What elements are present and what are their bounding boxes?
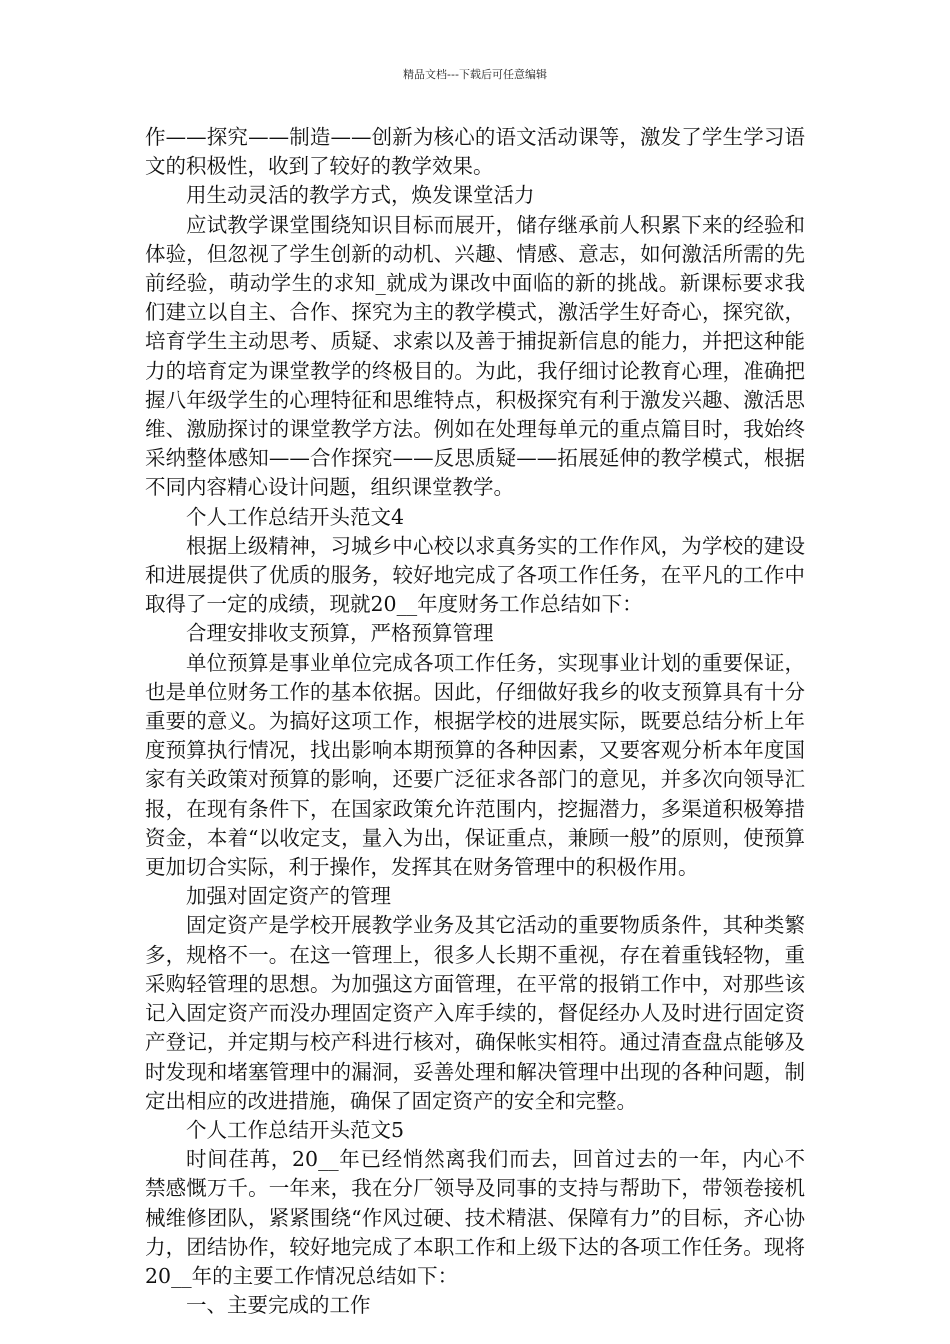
paragraph: 时间荏苒，20__年已经悄然离我们而去，回首过去的一年，内心不禁感慨万千。一年来，我在分厂领导及同事的支持与帮助下，带领卷接机械维修团队，紧紧围绕“作风过硬、技术精湛、保障有力”的目标，齐心协力，团结协作，较好地完成了本职工作和上级下达的各项工作任务。现将20__年的主要工作情况总结如下： (145, 1147, 805, 1288)
section-heading: 加强对固定资产的管理 (186, 884, 391, 909)
document-body (145, 123, 805, 1320)
section-heading: 一、主要完成的工作 (186, 1293, 371, 1318)
paragraph: 应试教学课堂围绕知识目标而展开，储存继承前人积累下来的经验和体验，但忽视了学生创新的动机、兴趣、情感、意志，如何激活所需的先前经验，萌动学生的求知_就成为课改中面临的新的挑战。新课标要求我们建立以自主、合作、探究为主的教学模式，激活学生好奇心，探究欲，培育学生主动思考、质疑、求索以及善于捕捉新信息的能力，并把这种能力的培育定为课堂教学的终极目的。为此，我仔细讨论教育心理，准确把握八年级学生的心理特征和思维特点，积极探究有利于激发兴趣、激活思维、激励探讨的课堂教学方法。例如在处理每单元的重点篇目时，我始终采纳整体感知——合作探究——反思质疑——拓展延伸的教学模式，根据不同内容精心设计问题，组织课堂教学。 (145, 212, 805, 500)
section-heading: 合理安排收支预算，严格预算管理 (186, 621, 494, 646)
paragraph: 固定资产是学校开展教学业务及其它活动的重要物质条件，其种类繁多，规格不一。在这一管理上，很多人长期不重视，存在着重钱轻物，重采购轻管理的思想。为加强这方面管理，在平常的报销工作中，对那些该记入固定资产而没办理固定资产入库手续的，督促经办人及时进行固定资产登记，并定期与校产科进行核对，确保帐实相符。通过清查盘点能够及时发现和堵塞管理中的漏洞，妥善处理和解决管理中出现的各种问题，制定出相应的改进措施，确保了固定资产的安全和完整。 (145, 913, 805, 1113)
section-heading: 用生动灵活的教学方式，焕发课堂活力 (186, 183, 535, 208)
paragraph-continuation: 作——探究——制造——创新为核心的语文活动课等，激发了学生学习语文的积极性，收到了较好的教学效果。 (145, 125, 805, 179)
section-title: 个人工作总结开头范文5 (186, 1117, 405, 1142)
section-title: 个人工作总结开头范文4 (186, 504, 405, 529)
paragraph: 单位预算是事业单位完成各项工作任务，实现事业计划的重要保证，也是单位财务工作的基本依据。因此，仔细做好我乡的收支预算具有十分重要的意义。为搞好这项工作，根据学校的进展实际，既要总结分析上年度预算执行情况，找出影响本期预算的各种因素，又要客观分析本年度国家有关政策对预算的影响，还要广泛征求各部门的意见，并多次向领导汇报，在现有条件下，在国家政策允许范围内，挖掘潜力，多渠道积极筹措资金，本着“以收定支，量入为出，保证重点，兼顾一般”的原则，使预算更加切合实际，利于操作，发挥其在财务管理中的积极作用。 (145, 650, 805, 880)
paragraph: 根据上级精神，习城乡中心校以求真务实的工作作风，为学校的建设和进展提供了优质的服务，较好地完成了各项工作任务，在平凡的工作中取得了一定的成绩，现就20__年度财务工作总结如下： (145, 533, 805, 617)
page-header: 精品文档---下载后可任意编辑 (403, 68, 547, 81)
